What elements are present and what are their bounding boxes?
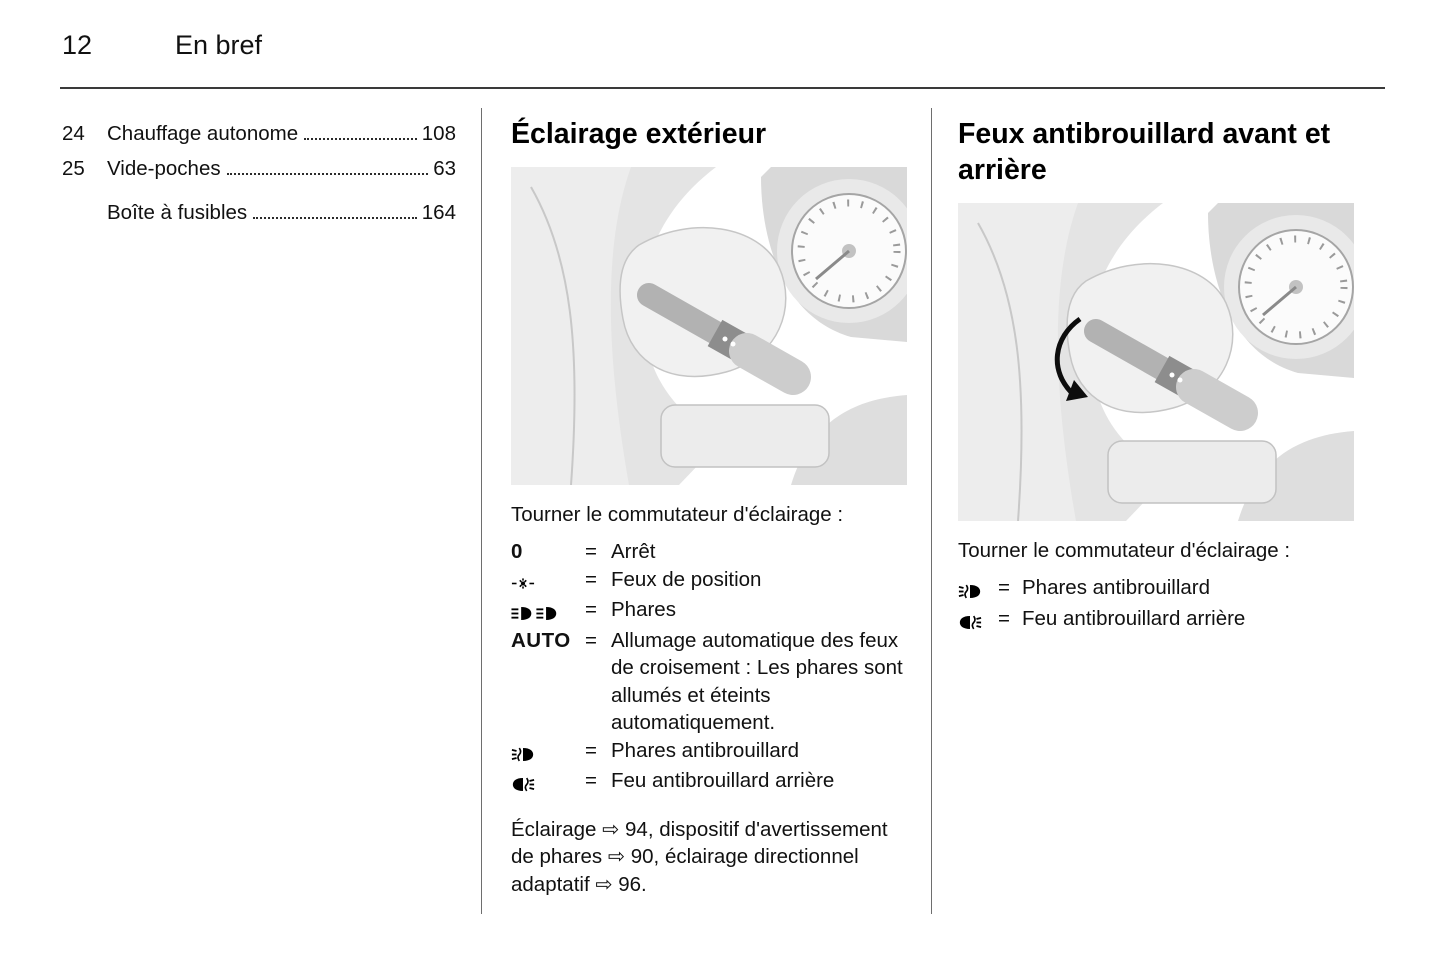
light-switch-stalk-rotation-illustration [958, 203, 1354, 521]
legend-row [511, 737, 907, 768]
index-entry-number: 24 [62, 122, 85, 145]
exterior-lighting-section [511, 116, 907, 898]
equals-sign: = [585, 738, 597, 762]
intro-text: Tourner le commutateur d'éclairage : [511, 503, 844, 526]
equals-sign: = [998, 606, 1010, 630]
index-entry-page: 63 [433, 157, 456, 180]
index-entry-label: Chauffage autonome [107, 122, 299, 145]
index-column [62, 116, 456, 230]
legend-row [958, 605, 1358, 636]
light-switch-rotation-drawing [958, 203, 1354, 521]
switch-position-symbol: 0 [511, 540, 523, 563]
legend-row [511, 566, 907, 597]
switch-position-legend [958, 574, 1358, 635]
article-heading: Feux antibrouillard avant et arrière [958, 118, 1331, 186]
article-heading: Éclairage extérieur [511, 118, 767, 150]
index-entry-label: Vide-poches [107, 157, 221, 180]
equals-sign: = [998, 576, 1010, 599]
legend-row [511, 767, 907, 798]
light-switch-stalk-illustration [511, 167, 907, 485]
fog-lights-section [958, 116, 1358, 635]
index-entry-page: 108 [421, 122, 456, 145]
dot-leader [253, 217, 417, 219]
front-fog-lights-icon [511, 737, 585, 768]
page-header [62, 30, 262, 61]
equals-sign: = [585, 598, 597, 621]
header-rule [60, 87, 1385, 89]
index-entry [62, 195, 456, 230]
intro-text: Tourner le commutateur d'éclairage : [958, 539, 1291, 562]
switch-position-legend [511, 538, 907, 798]
rear-fog-light-icon [958, 605, 998, 636]
column-divider [481, 108, 482, 914]
index-entry-number: 25 [62, 157, 85, 180]
page-number: 12 [62, 30, 93, 60]
front-fog-lights-icon [958, 574, 998, 605]
legend-description: Feu antibrouillard arrière [1022, 606, 1246, 630]
position-lights-icon [511, 566, 585, 597]
legend-row [511, 596, 907, 627]
column-divider [931, 108, 932, 914]
legend-row [958, 574, 1358, 605]
index-entry [62, 116, 456, 151]
index-entry [62, 151, 456, 186]
equals-sign: = [585, 540, 597, 563]
equals-sign: = [585, 769, 597, 792]
legend-description: Arrêt [611, 540, 656, 563]
legend-description: Feu antibrouillard arrière [611, 769, 835, 792]
section-title: En bref [175, 30, 263, 60]
legend-description: Phares antibrouillard [1022, 576, 1211, 599]
switch-position-symbol: AUTO [511, 628, 571, 652]
index-entry-label: Boîte à fusibles [107, 201, 248, 224]
legend-description: Allumage automatique des feux de croisement : Les phares sont allumés et éteints automatiquement. [611, 628, 903, 734]
legend-description: Phares [611, 598, 676, 621]
low-beam-headlights-icon [511, 596, 585, 627]
dot-leader [304, 138, 417, 140]
legend-row [511, 627, 907, 737]
cross-references: Éclairage ⇨ 94, dispositif d'avertissement de phares ⇨ 90, éclairage directionnel adaptatif ⇨ 96. [511, 817, 888, 896]
legend-row [511, 538, 907, 566]
dot-leader [227, 173, 429, 175]
rear-fog-light-icon [511, 767, 585, 798]
index-entry-page: 164 [421, 201, 456, 224]
equals-sign: = [585, 628, 597, 652]
legend-description: Phares antibrouillard [611, 738, 800, 762]
legend-description: Feux de position [611, 567, 762, 591]
equals-sign: = [585, 567, 597, 591]
light-switch-stalk-drawing [511, 167, 907, 485]
